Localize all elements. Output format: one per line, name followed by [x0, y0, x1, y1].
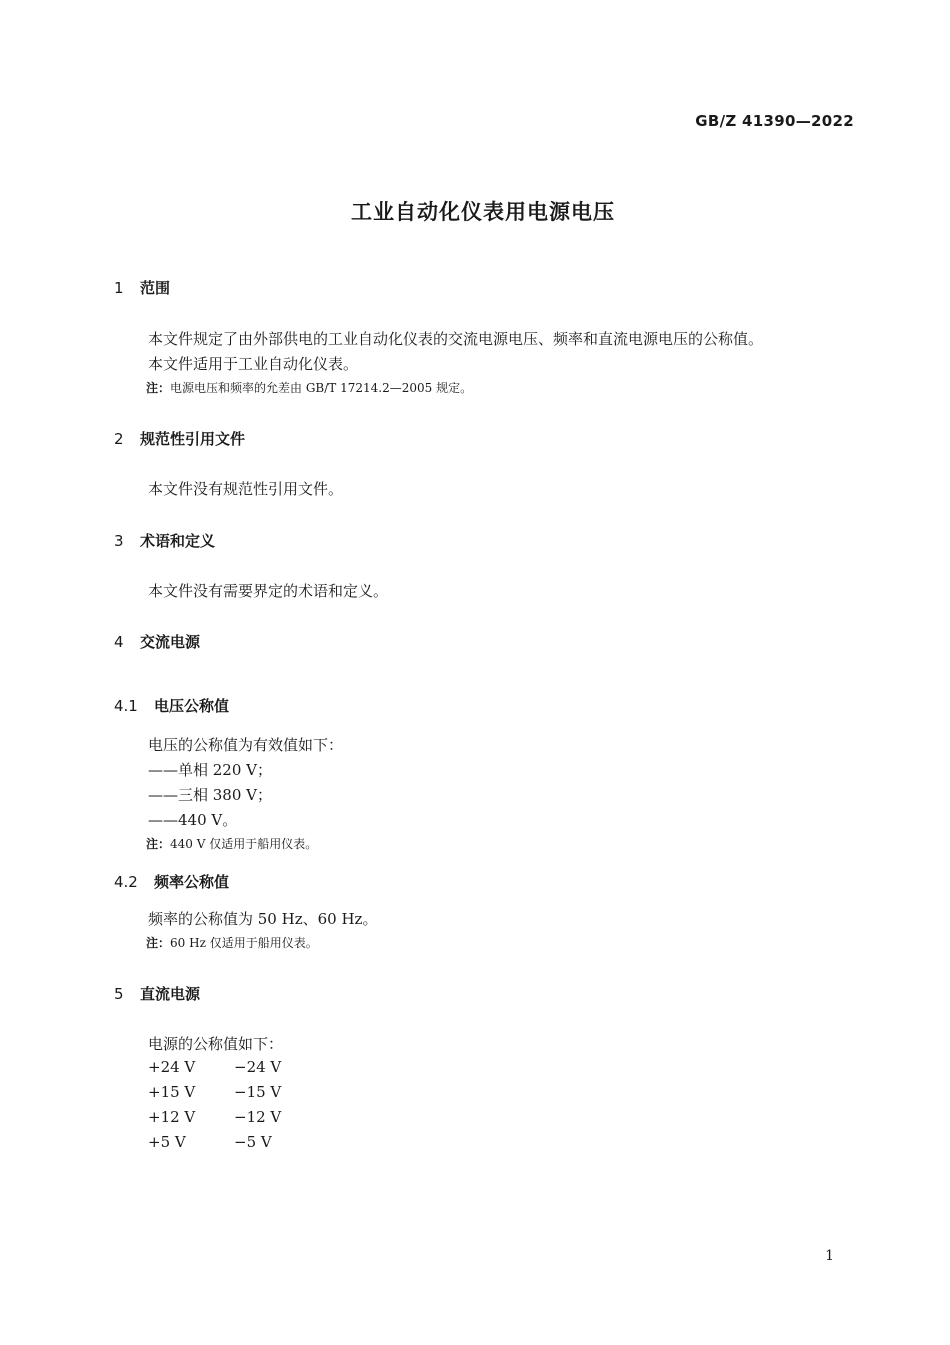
note-text: 电源电压和频率的允差由 GB/T 17214.2—2005 规定。: [170, 381, 473, 395]
section-title: 术语和定义: [140, 532, 216, 550]
section-number: 1: [114, 279, 124, 297]
section-number: 3: [114, 532, 124, 550]
section-2-paragraph-1: 本文件没有规范性引用文件。: [148, 480, 344, 498]
note-label: 注：: [146, 381, 171, 395]
dc-voltage-row: [148, 1058, 281, 1076]
section-number: 4: [114, 633, 124, 651]
subsection-number: 4.2: [114, 873, 138, 891]
subsection-number: 4.1: [114, 697, 138, 715]
subsection-4-1-note: [146, 835, 317, 852]
section-1-paragraph-1: 本文件规定了由外部供电的工业自动化仪表的交流电源电压、频率和直流电源电压的公称值。: [148, 330, 764, 348]
dc-voltage-row: [148, 1083, 281, 1101]
dc-voltage-row: [148, 1108, 281, 1126]
note-text: 60 Hz 仅适用于船用仪表。: [170, 936, 318, 950]
negative-voltage: −12 V: [234, 1108, 282, 1126]
subsection-4-2-note: [146, 934, 318, 951]
section-4-heading: [114, 631, 200, 652]
subsection-title: 电压公称值: [154, 697, 230, 715]
section-1-paragraph-2: 本文件适用于工业自动化仪表。: [148, 355, 359, 373]
positive-voltage: +15 V: [148, 1083, 196, 1101]
negative-voltage: −15 V: [234, 1083, 282, 1101]
subsection-title: 频率公称值: [154, 873, 230, 891]
dc-voltage-row: [148, 1133, 272, 1151]
section-5-heading: [114, 983, 200, 1004]
negative-voltage: −5 V: [234, 1133, 272, 1151]
subsection-4-2-paragraph: 频率的公称值为 50 Hz、60 Hz。: [148, 910, 378, 928]
section-1-heading: [114, 277, 170, 298]
page-number: 1: [825, 1248, 834, 1264]
section-title: 规范性引用文件: [140, 430, 246, 448]
subsection-4-1-heading: [114, 695, 229, 716]
subsection-4-1-intro: 电压的公称值为有效值如下：: [148, 736, 344, 754]
standard-number: GB/Z 41390—2022: [695, 112, 854, 130]
positive-voltage: +5 V: [148, 1133, 186, 1151]
list-item: ——单相 220 V；: [148, 761, 272, 779]
section-3-paragraph-1: 本文件没有需要界定的术语和定义。: [148, 582, 389, 600]
positive-voltage: +12 V: [148, 1108, 196, 1126]
section-title: 范围: [140, 279, 171, 297]
section-number: 2: [114, 430, 124, 448]
section-3-heading: [114, 530, 215, 551]
negative-voltage: −24 V: [234, 1058, 282, 1076]
subsection-4-2-heading: [114, 871, 229, 892]
section-number: 5: [114, 985, 124, 1003]
note-label: 注：: [146, 936, 171, 950]
section-5-intro: 电源的公称值如下：: [148, 1035, 284, 1053]
section-title: 交流电源: [140, 633, 201, 651]
note-text: 440 V 仅适用于船用仪表。: [170, 837, 318, 851]
list-item: ——三相 380 V；: [148, 786, 272, 804]
list-item: ——440 V。: [148, 811, 238, 829]
note-label: 注：: [146, 837, 171, 851]
section-title: 直流电源: [140, 985, 201, 1003]
document-title: 工业自动化仪表用电源电压: [351, 200, 615, 224]
section-2-heading: [114, 428, 245, 449]
positive-voltage: +24 V: [148, 1058, 196, 1076]
section-1-note: [146, 379, 472, 396]
